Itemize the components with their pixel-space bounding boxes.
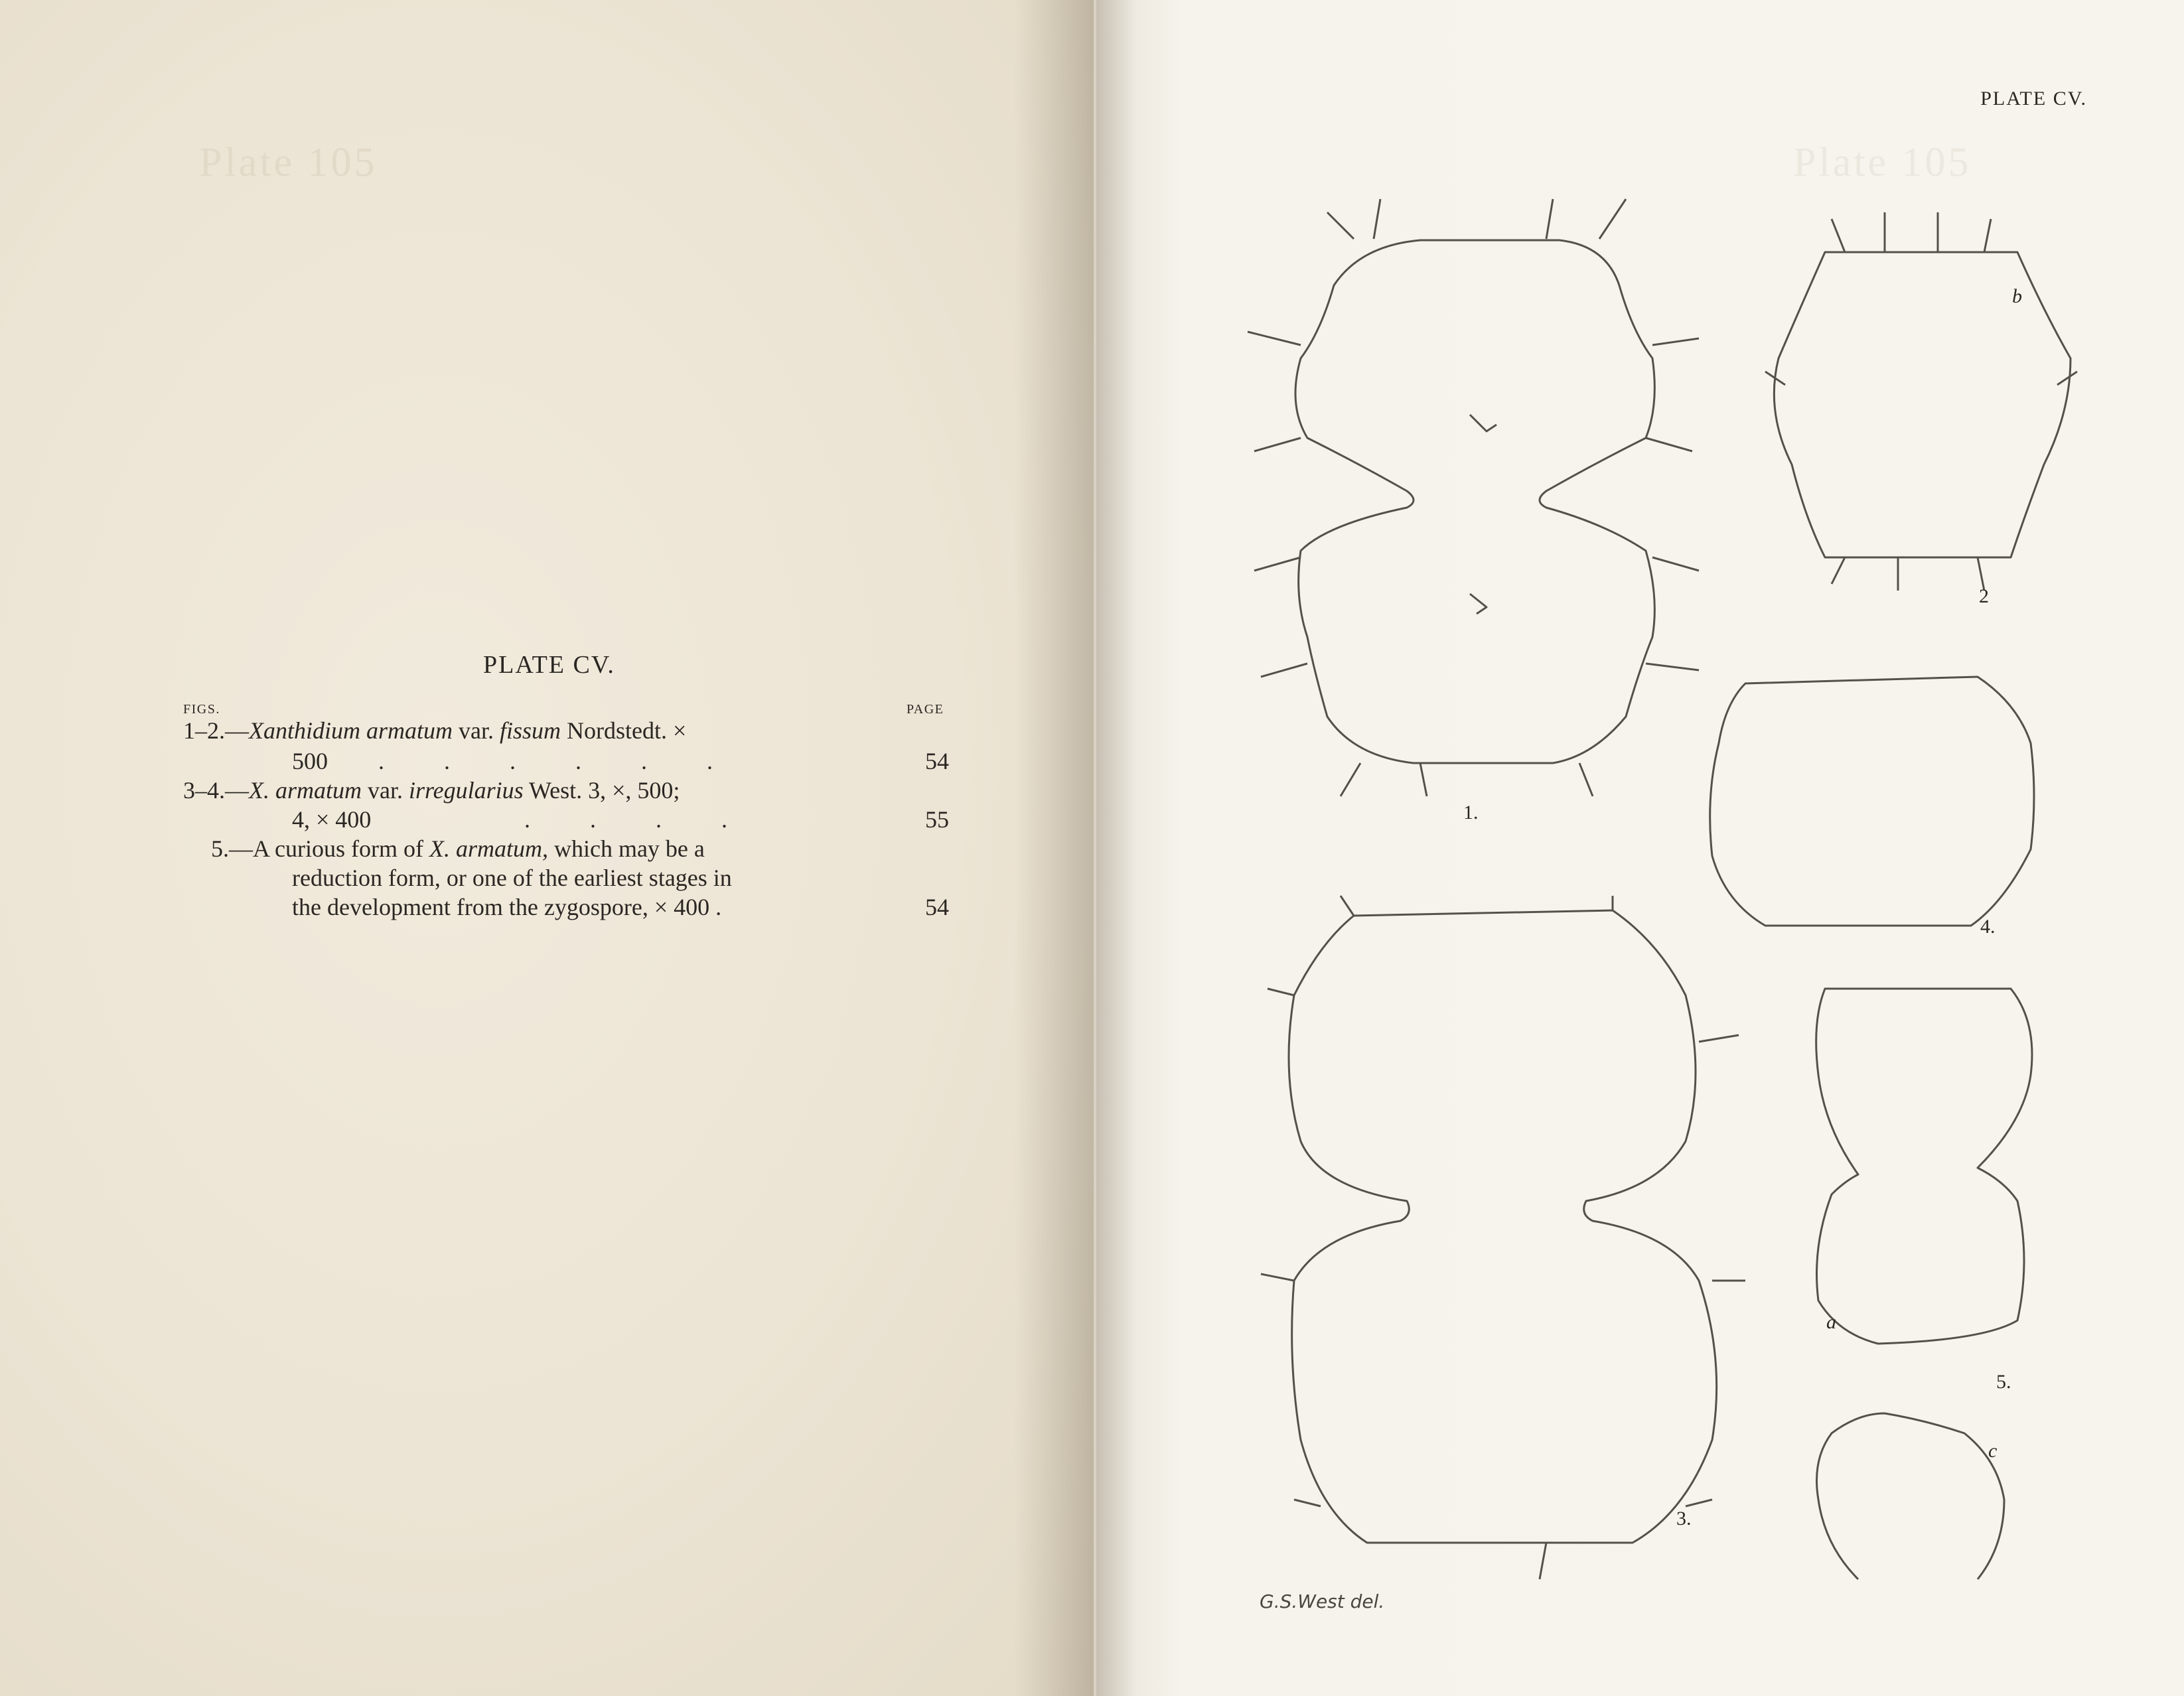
page-column-header: PAGE bbox=[907, 702, 944, 717]
entry-3-page: 54 bbox=[925, 894, 949, 920]
entry-1-var: var. bbox=[453, 717, 500, 744]
bleed-through-text: Plate 105 bbox=[199, 140, 378, 185]
figs-column-header: FIGS. bbox=[183, 702, 220, 717]
figure-3-drawing bbox=[1261, 896, 1745, 1579]
figure-4-label: 4. bbox=[1980, 916, 1996, 938]
entry-3-text-a: A curious form of bbox=[253, 835, 429, 862]
entry-1-variety: fissum bbox=[500, 717, 561, 744]
entry-2-author: West. 3, ×, 500; bbox=[523, 777, 680, 804]
figure-5-label: 5. bbox=[1996, 1371, 2011, 1393]
figure-1-label: 1. bbox=[1463, 802, 1479, 823]
figure-2b-label: b bbox=[2012, 285, 2022, 307]
entry-1-page: 54 bbox=[925, 748, 949, 774]
figure-2-drawing bbox=[1765, 212, 2077, 591]
entry-3-text-c: which may be a bbox=[547, 835, 705, 862]
figure-3-label: 3. bbox=[1676, 1508, 1692, 1529]
entry-1-line-2: 500 bbox=[292, 748, 328, 774]
figure-5a-label: a bbox=[1826, 1311, 1836, 1333]
entry-3-figs: 5.— bbox=[211, 835, 253, 862]
entry-2-line-2: 4, × 400 bbox=[292, 806, 372, 833]
entry-2-page: 55 bbox=[925, 806, 949, 833]
entry-2-figs: 3–4.— bbox=[183, 777, 249, 804]
entry-3-line-3: the development from the zygospore, × 400 . bbox=[292, 894, 722, 920]
entry-2-species: X. armatum bbox=[249, 777, 362, 804]
plate-title: PLATE CV. bbox=[483, 651, 615, 679]
figure-2-label: 2 bbox=[1979, 585, 1989, 607]
figure-5-drawing bbox=[1816, 989, 2032, 1579]
figure-4-drawing bbox=[1710, 677, 2034, 926]
entry-2-var: var. bbox=[362, 777, 409, 804]
figure-1-drawing bbox=[1248, 199, 1699, 796]
plate-header: PLATE CV. bbox=[1980, 88, 2087, 109]
entry-2-variety: irregularius bbox=[408, 777, 524, 804]
entry-1-figs: 1–2.— bbox=[183, 717, 249, 744]
entry-3-species: X. armatum, bbox=[429, 835, 548, 862]
illustrator-signature: G.S.West del. bbox=[1260, 1590, 1385, 1612]
leader-dots: . . . . bbox=[524, 806, 727, 833]
entry-3-line-2: reduction form, or one of the earliest stages in bbox=[292, 865, 732, 891]
leader-dots: . . . . . . bbox=[378, 748, 713, 774]
figure-5c-label: c bbox=[1988, 1440, 1998, 1462]
entry-1-species: Xanthidium armatum bbox=[249, 717, 453, 744]
bleed-through-text: Plate 105 bbox=[1793, 140, 1972, 185]
entry-1-author: Nordstedt. × bbox=[561, 717, 687, 744]
